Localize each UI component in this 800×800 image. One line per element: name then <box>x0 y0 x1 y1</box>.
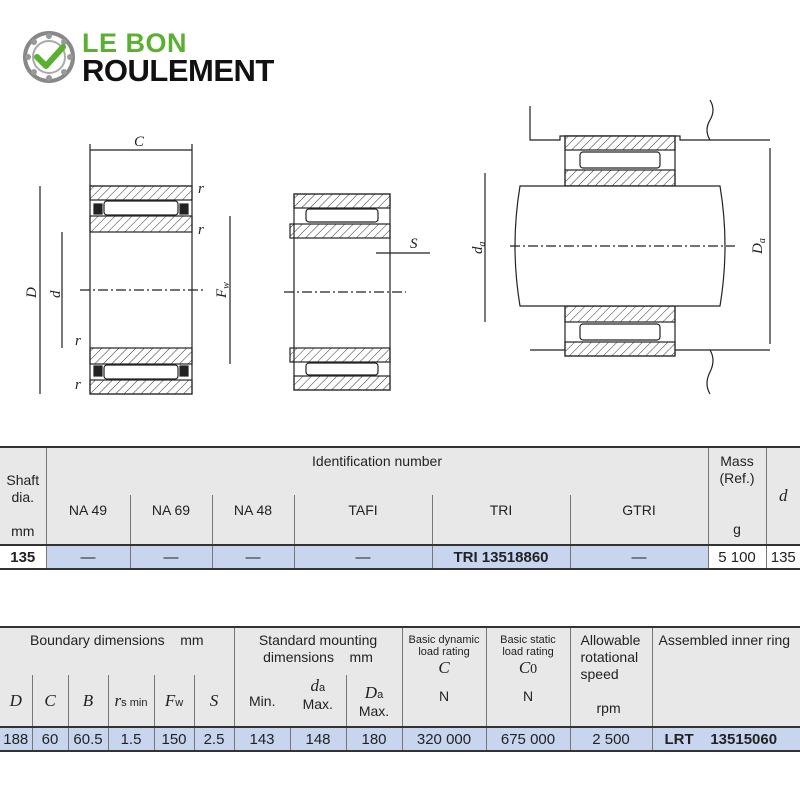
label-d: d <box>48 290 64 298</box>
col-na69: NA 69 <box>130 495 212 525</box>
cell-gtri: — <box>570 545 708 569</box>
cell-da-min: 143 <box>234 727 290 751</box>
col-Fw: Fw <box>154 675 194 727</box>
cell-tri: TRI 13518860 <box>432 545 570 569</box>
table-row <box>0 727 800 751</box>
col-gtri: GTRI <box>570 495 708 525</box>
label-C: C <box>134 134 145 150</box>
col-rs: rs min <box>108 675 154 727</box>
cell-na69: — <box>130 545 212 569</box>
dimensions-table <box>0 626 800 752</box>
dynamic-load-header: Basic dynamic load rating C N <box>402 627 486 727</box>
logo-text-bottom: ROULEMENT <box>82 53 274 88</box>
label-r-2: r <box>198 222 204 238</box>
cell-d: 135 <box>766 545 800 569</box>
standard-mounting-header: Standard mounting dimensions mm <box>234 627 402 675</box>
cell-dynamic-load: 320 000 <box>402 727 486 751</box>
mass-header: Mass (Ref.) g <box>708 447 766 545</box>
label-r-3: r <box>75 333 81 349</box>
cell-B: 60.5 <box>68 727 108 751</box>
label-S: S <box>410 236 418 252</box>
label-da: $d_a$ <box>470 241 488 254</box>
cell-na48: — <box>212 545 294 569</box>
cell-Fw: 150 <box>154 727 194 751</box>
cell-mass: 5 100 <box>708 545 766 569</box>
col-na49: NA 49 <box>46 495 130 525</box>
cell-tafi: — <box>294 545 432 569</box>
label-Fw: $F_w$ <box>214 282 232 298</box>
logo-text-top: LE BON <box>82 28 188 58</box>
cell-D: 188 <box>3 730 29 748</box>
col-D: D <box>9 690 22 710</box>
cell-S: 2.5 <box>194 727 234 751</box>
col-C: C <box>32 675 68 727</box>
col-tafi: TAFI <box>294 495 432 525</box>
cell-Da-max: 180 <box>346 727 402 751</box>
cell-na49: — <box>46 545 130 569</box>
boundary-dimensions-header: Boundary dimensions mm <box>29 632 204 648</box>
col-tri: TRI <box>432 495 570 525</box>
col-da-min: Min. <box>234 675 290 727</box>
bearing-technical-drawing <box>0 95 800 415</box>
cell-static-load: 675 000 <box>486 727 570 751</box>
col-B: B <box>68 675 108 727</box>
shaft-dia-header: Shaft dia. mm <box>6 472 40 539</box>
brand-logo <box>22 26 302 86</box>
cell-shaft: 135 <box>0 545 46 569</box>
assembled-inner-ring-header: Assembled inner ring <box>652 627 800 727</box>
col-Da-max: Da Max. <box>346 675 402 727</box>
cell-C: 60 <box>32 727 68 751</box>
cell-speed: 2 500 <box>570 727 652 751</box>
cell-rs: 1.5 <box>108 727 154 751</box>
col-da-max: da Max. <box>302 675 333 712</box>
allowable-speed-header: Allowable rotational speed rpm <box>570 627 652 727</box>
table-row <box>0 545 800 569</box>
bearing-check-icon <box>22 30 76 84</box>
d-header: d <box>766 447 800 545</box>
static-load-header: Basic static load rating C0 N <box>486 627 570 727</box>
identification-table <box>0 446 800 570</box>
col-S: S <box>194 675 234 727</box>
label-D: D <box>24 287 40 298</box>
cell-da-max: 148 <box>290 727 346 751</box>
label-Da: $D_a$ <box>750 238 768 254</box>
label-r-4: r <box>75 377 81 393</box>
label-r-1: r <box>198 181 204 197</box>
identification-number-header: Identification number <box>46 447 708 495</box>
col-na48: NA 48 <box>212 495 294 525</box>
cell-inner-ring: LRT 13515060 <box>652 727 800 751</box>
